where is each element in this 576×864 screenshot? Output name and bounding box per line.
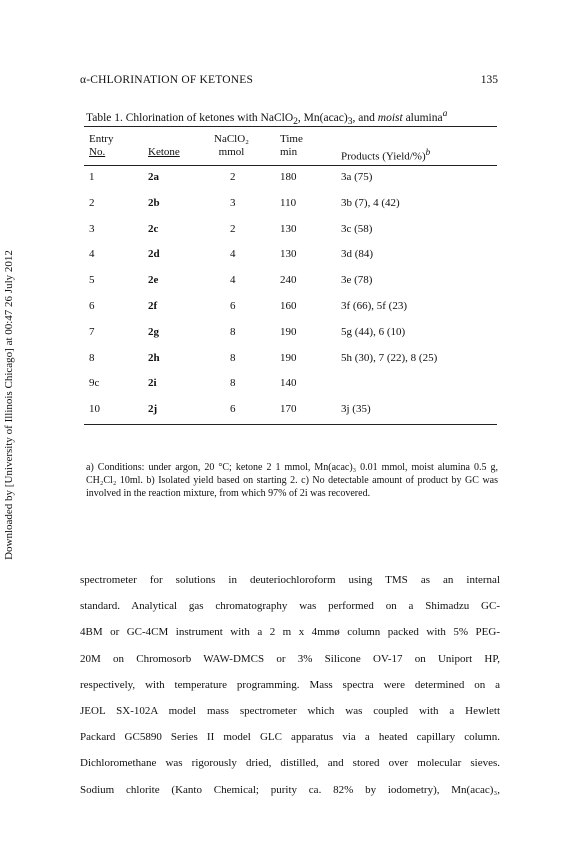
cell-time: 130 (280, 222, 297, 235)
page-number: 135 (480, 74, 498, 86)
cell-entry: 10 (89, 403, 100, 416)
table-row (84, 192, 497, 218)
cell-ketone: 2e (148, 274, 159, 287)
cell-entry: 1 (89, 171, 95, 183)
cell-time: 190 (280, 351, 297, 364)
cell-entry: 9c (89, 377, 100, 390)
cell-naclo2: 4 (230, 274, 236, 287)
cell-naclo2: 3 (230, 196, 236, 209)
cell-time: 140 (280, 377, 297, 390)
cell-time: 130 (280, 248, 297, 261)
cell-ketone: 2c (148, 222, 159, 235)
cell-ketone: 2f (148, 299, 158, 312)
cell-products: 3b (7), 4 (42) (341, 196, 400, 209)
cell-products: 3c (58) (341, 222, 373, 235)
table-row (84, 321, 497, 347)
header-entry: Entry No. (89, 133, 114, 158)
table-caption: Table 1. Chlorination of ketones with NaClO$_2$, $Mn(acac)_3$, and moist alumina$^a$ (86, 108, 448, 128)
cell-naclo2: 2 (230, 171, 236, 183)
table-body (84, 166, 497, 424)
download-watermark (2, 170, 16, 640)
cell-products: 3e (78) (341, 274, 373, 287)
table-row (84, 372, 497, 398)
table-bottom-rule (84, 424, 497, 425)
table-row (84, 295, 497, 321)
table-row (84, 398, 497, 424)
table-row (84, 218, 497, 244)
cell-entry: 4 (89, 248, 95, 261)
header-ketone: Ketone (148, 146, 180, 158)
cell-products: 3d (84) (341, 248, 374, 261)
cell-entry: 2 (89, 196, 95, 209)
body-line: standard. Analytical gas chromatography was performed on a Shimadzu GC- (80, 600, 500, 613)
cell-ketone: 2h (148, 351, 160, 364)
body-line: 4BM or GC-4CM instrument with a 2 m x 4mmø column packed with 5% PEG- (80, 626, 500, 639)
cell-products: 5h (30), 7 (22), 8 (25) (341, 351, 438, 364)
body-line: spectrometer for solutions in deuteriochloroform using TMS as an internal (80, 574, 500, 586)
cell-entry: 8 (89, 351, 95, 364)
header-naclo2: NaClO₂ mmol (214, 133, 249, 158)
cell-ketone: 2g (148, 325, 159, 338)
cell-naclo2: 8 (230, 325, 236, 338)
header-time: Time min (280, 133, 303, 158)
body-line: Packard GC5890 Series II model GLC apparatus via a heated capillary column. (80, 731, 500, 744)
cell-naclo2: 8 (230, 351, 236, 364)
cell-ketone: 2b (148, 196, 160, 209)
cell-ketone: 2j (148, 403, 158, 416)
cell-entry: 6 (89, 299, 95, 312)
cell-time: 240 (280, 274, 297, 287)
table-row (84, 347, 497, 373)
header-products: Products (Yield/%)$^b$ (341, 147, 431, 163)
cell-naclo2: 2 (230, 222, 236, 235)
cell-products: 3a (75) (341, 171, 373, 183)
cell-ketone: 2a (148, 171, 159, 183)
cell-products: 5g (44), 6 (10) (341, 325, 406, 338)
running-head: α-CHLORINATION OF KETONES (80, 74, 254, 86)
cell-naclo2: 6 (230, 299, 236, 312)
cell-ketone: 2d (148, 248, 160, 261)
body-line: respectively, with temperature programming. Mass spectra were determined on a (80, 678, 500, 691)
table-header (84, 127, 497, 165)
cell-time: 170 (280, 403, 297, 416)
cell-time: 190 (280, 325, 297, 338)
cell-naclo2: 8 (230, 377, 236, 390)
body-line: 20M on Chromosorb WAW-DMCS or 3% Silicone OV-17 on Uniport HP, (80, 652, 500, 665)
download-watermark-text: Downloaded by [University of Illinois Chicago] at 00:47 26 July 2012 (3, 250, 15, 560)
cell-naclo2: 4 (230, 248, 236, 261)
cell-products: 3j (35) (341, 403, 371, 416)
table-footnote: a) Conditions: under argon, 20 °C; ketone 2 1 mmol, Mn(acac)₃ 0.01 mmol, moist alumina 0.5 g, CH₂Cl₂ 10ml. b) Isolated yield based on starting 2. c) No detectable amount of product by GC was involved in the reaction mixture, from which 97% of 2i was recovered. (86, 462, 498, 499)
body-line: Sodium chlorite (Kanto Chemical; purity ca. 82% by iodometry), Mn(acac)₃, (80, 783, 500, 796)
body-text (80, 567, 500, 803)
cell-time: 180 (280, 171, 297, 183)
body-line: JEOL SX-102A model mass spectrometer which was coupled with a Hewlett (80, 705, 500, 718)
cell-naclo2: 6 (230, 403, 236, 416)
cell-entry: 3 (89, 222, 95, 235)
chlorination-table (84, 126, 497, 425)
table-row (84, 269, 497, 295)
table-row (84, 243, 497, 269)
cell-time: 160 (280, 299, 297, 312)
table-row (84, 166, 497, 192)
cell-entry: 5 (89, 274, 95, 287)
cell-entry: 7 (89, 325, 95, 338)
cell-ketone: 2i (148, 377, 157, 390)
cell-products: 3f (66), 5f (23) (341, 299, 407, 312)
body-line: Dichloromethane was rigorously dried, distilled, and stored over molecular sieves. (80, 757, 500, 770)
cell-time: 110 (280, 196, 297, 209)
